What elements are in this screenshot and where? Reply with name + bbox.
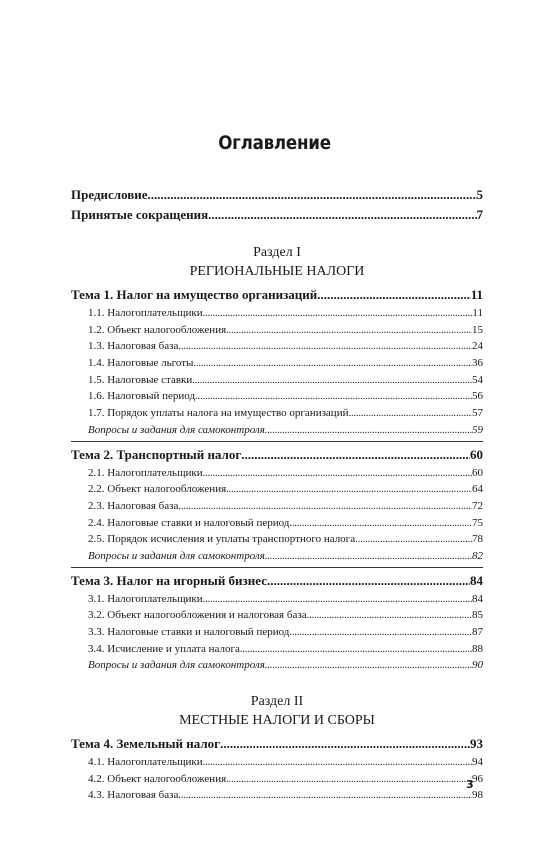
toc-page-number: 56 bbox=[472, 390, 483, 403]
section-name: МЕСТНЫЕ НАЛОГИ И СБОРЫ bbox=[179, 713, 375, 729]
divider bbox=[71, 441, 483, 442]
toc-entry-label: Вопросы и задания для самоконтроля bbox=[88, 549, 265, 562]
dot-leader bbox=[317, 285, 470, 305]
toc-subentry[interactable] bbox=[71, 754, 483, 771]
section-name: РЕГИОНАЛЬНЫЕ НАЛОГИ bbox=[189, 264, 365, 279]
toc-subentry[interactable] bbox=[71, 405, 483, 422]
toc-topic[interactable] bbox=[71, 285, 483, 305]
dot-leader bbox=[178, 787, 472, 805]
toc-entry-label: 2.3. Налоговая база bbox=[88, 499, 179, 512]
toc-entry-label: Вопросы и задания для самоконтроля bbox=[88, 659, 265, 672]
dot-leader bbox=[148, 185, 477, 205]
toc-entry-preface[interactable] bbox=[71, 185, 483, 205]
toc-subentry[interactable] bbox=[71, 515, 483, 532]
toc-page-number: 54 bbox=[472, 373, 483, 386]
toc-page-number: 96 bbox=[472, 772, 483, 785]
toc-entry-label: 3.2. Объект налогообложения и налоговая база bbox=[88, 609, 307, 622]
toc-page-number: 82 bbox=[472, 549, 483, 562]
toc-subentry[interactable] bbox=[71, 624, 483, 641]
toc-entry-label: 1.7. Порядок уплаты налога на имущество организаций bbox=[88, 407, 349, 420]
toc-subentry[interactable] bbox=[71, 787, 483, 804]
toc-self-check[interactable] bbox=[71, 548, 483, 565]
toc-entry-label: 2.2. Объект налогообложения bbox=[88, 483, 227, 496]
toc-page-number: 24 bbox=[472, 340, 483, 353]
toc-entry-label: 1.3. Налоговая база bbox=[88, 340, 179, 353]
toc-entry-label: Тема 1. Налог на имущество организаций bbox=[71, 287, 318, 302]
toc-page-number: 88 bbox=[472, 642, 483, 655]
toc-entry-label: 3.4. Исчисление и уплата налога bbox=[88, 642, 240, 655]
section-number: Раздел II bbox=[250, 694, 304, 710]
toc-entry-label: 1.4. Налоговые льготы bbox=[88, 357, 194, 370]
toc-entry-abbreviations[interactable] bbox=[71, 205, 483, 225]
dot-leader bbox=[178, 338, 472, 356]
toc-page-number: 60 bbox=[472, 466, 483, 479]
toc-entry-label: Предисловие bbox=[71, 187, 148, 202]
dot-leader bbox=[193, 355, 472, 373]
toc-entry-label: 1.5. Налоговые ставки bbox=[88, 373, 193, 386]
dot-leader bbox=[307, 607, 472, 625]
toc-subentry[interactable] bbox=[71, 305, 483, 322]
toc-entry-label: 1.1. Налогоплательщики bbox=[88, 307, 203, 319]
page-title: Оглавление bbox=[218, 132, 331, 154]
page-number: 3 bbox=[466, 778, 474, 791]
toc-self-check[interactable] bbox=[71, 657, 483, 674]
toc-page-number: 72 bbox=[472, 499, 483, 512]
dot-leader bbox=[226, 481, 472, 499]
dot-leader bbox=[208, 205, 476, 225]
toc-page-number: 59 bbox=[472, 423, 483, 436]
toc-subentry[interactable] bbox=[71, 481, 483, 498]
toc-page-number: 90 bbox=[472, 659, 483, 672]
toc-entry-label: 4.1. Налогоплательщики bbox=[88, 756, 203, 769]
toc-subentry[interactable] bbox=[71, 531, 483, 548]
toc-page-number: 60 bbox=[470, 446, 483, 462]
toc-page-number: 57 bbox=[472, 407, 483, 420]
dot-leader bbox=[240, 641, 472, 659]
dot-leader bbox=[265, 422, 472, 440]
toc-page-number: 84 bbox=[470, 572, 483, 588]
section-heading bbox=[71, 692, 483, 730]
toc-subentry[interactable] bbox=[71, 465, 483, 482]
toc-entry-label: Тема 3. Налог на игорный бизнес bbox=[71, 572, 267, 588]
toc-entry-label: Тема 4. Земельный налог bbox=[71, 736, 221, 752]
toc-subentry[interactable] bbox=[71, 498, 483, 515]
table-of-contents bbox=[71, 185, 483, 804]
dot-leader bbox=[355, 531, 472, 549]
toc-subentry[interactable] bbox=[71, 607, 483, 624]
toc-entry-label: 1.2. Объект налогообложения bbox=[88, 323, 227, 336]
toc-entry-label: 2.1. Налогоплательщики bbox=[88, 466, 203, 479]
toc-entry-label: 2.5. Порядок исчисления и уплаты транспортного налога bbox=[88, 533, 356, 546]
toc-page-number: 7 bbox=[476, 207, 483, 222]
toc-entry-label: Тема 2. Транспортный налог bbox=[71, 446, 242, 462]
toc-page-number: 5 bbox=[476, 187, 483, 202]
toc-subentry[interactable] bbox=[71, 771, 483, 788]
toc-topic[interactable] bbox=[71, 571, 483, 591]
toc-page-number: 78 bbox=[472, 533, 483, 546]
toc-page-number: 93 bbox=[470, 736, 483, 752]
section-heading bbox=[71, 243, 483, 281]
dot-leader bbox=[226, 771, 472, 789]
dot-leader bbox=[203, 591, 472, 609]
toc-entry-label: 4.2. Объект налогообложения bbox=[88, 772, 227, 785]
dot-leader bbox=[267, 571, 470, 591]
toc-self-check[interactable] bbox=[71, 422, 483, 439]
divider bbox=[71, 567, 483, 568]
toc-subentry[interactable] bbox=[71, 641, 483, 658]
dot-leader bbox=[241, 445, 470, 465]
toc-entry-label: Принятые сокращения bbox=[71, 207, 209, 222]
toc-entry-label: 1.6. Налоговый период bbox=[88, 390, 196, 403]
dot-leader bbox=[265, 548, 472, 566]
toc-page-number: 75 bbox=[472, 516, 483, 529]
dot-leader bbox=[203, 465, 472, 483]
toc-page-number: 87 bbox=[472, 626, 483, 638]
toc-subentry[interactable] bbox=[71, 372, 483, 389]
toc-page-number: 94 bbox=[472, 756, 483, 769]
toc-page-number: 85 bbox=[472, 609, 483, 622]
toc-topic[interactable] bbox=[71, 445, 483, 465]
toc-page-number: 36 bbox=[472, 357, 483, 370]
dot-leader bbox=[226, 322, 472, 340]
toc-entry-label: 3.3. Налоговые ставки и налоговый период bbox=[88, 626, 290, 638]
toc-page-number: 15 bbox=[472, 323, 483, 336]
toc-entry-label: Вопросы и задания для самоконтроля bbox=[88, 423, 265, 436]
toc-page-number: 64 bbox=[472, 483, 483, 496]
toc-entry-label: 3.1. Налогоплательщики bbox=[88, 592, 203, 605]
dot-leader bbox=[220, 734, 470, 754]
toc-subentry[interactable] bbox=[71, 355, 483, 372]
section-number: Раздел I bbox=[253, 245, 301, 260]
toc-subentry[interactable] bbox=[71, 338, 483, 355]
dot-leader bbox=[289, 624, 472, 642]
dot-leader bbox=[203, 305, 473, 323]
toc-subentry[interactable] bbox=[71, 591, 483, 608]
dot-leader bbox=[192, 372, 472, 390]
dot-leader bbox=[289, 515, 472, 533]
dot-leader bbox=[348, 405, 472, 423]
toc-page-number: 11 bbox=[472, 307, 483, 319]
toc-page-number: 11 bbox=[470, 287, 483, 302]
toc-entry-label: 2.4. Налоговые ставки и налоговый период bbox=[88, 516, 290, 529]
dot-leader bbox=[178, 498, 472, 516]
toc-subentry[interactable] bbox=[71, 322, 483, 339]
toc-entry-label: 4.3. Налоговая база bbox=[88, 789, 179, 802]
toc-page-number: 98 bbox=[472, 789, 483, 802]
dot-leader bbox=[203, 754, 472, 772]
toc-subentry[interactable] bbox=[71, 388, 483, 405]
dot-leader bbox=[195, 388, 472, 406]
toc-page-number: 84 bbox=[472, 592, 483, 605]
dot-leader bbox=[265, 657, 472, 675]
toc-topic[interactable] bbox=[71, 734, 483, 754]
